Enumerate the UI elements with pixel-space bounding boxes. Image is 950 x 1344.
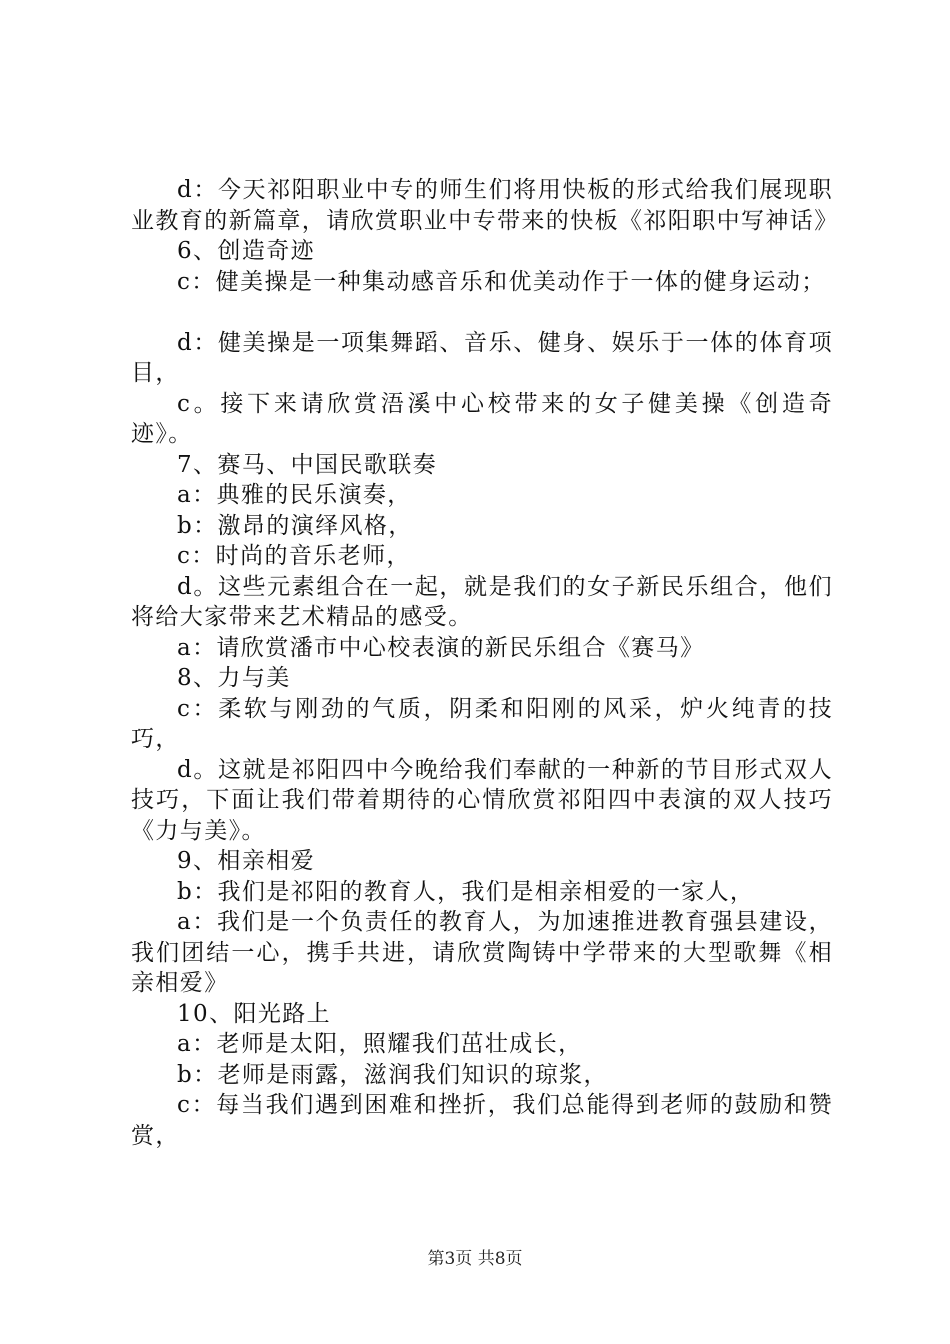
paragraph: d。这些元素组合在一起，就是我们的女子新民乐组合，他们将给大家带来艺术精品的感受。 xyxy=(131,573,833,630)
paragraph: 7、赛马、中国民歌联奏 xyxy=(177,451,438,478)
blank-line xyxy=(131,297,833,328)
paragraph: c。接下来请欣赏浯溪中心校带来的女子健美操《创造奇迹》。 xyxy=(131,390,833,447)
paragraph: 6、创造奇迹 xyxy=(177,238,316,264)
paragraph: a：我们是一个负责任的教育人，为加速推进教育强县建设，我们团结一心，携手共进，请欣赏陶铸中学带来的大型歌舞《相亲相爱》 xyxy=(131,909,833,996)
paragraph: b：老师是雨露，滋润我们知识的琼浆， xyxy=(177,1061,608,1088)
document-body xyxy=(131,175,839,1151)
paragraph: 10、阳光路上 xyxy=(177,1000,332,1027)
paragraph: a：典雅的民乐演奏， xyxy=(177,482,412,508)
paragraph: c：健美操是一种集动感音乐和优美动作于一体的健身运动； xyxy=(177,268,826,295)
paragraph: d。这就是祁阳四中今晚给我们奉献的一种新的节目形式双人技巧，下面让我们带着期待的心情欣赏祁阳四中表演的双人技巧《力与美》。 xyxy=(131,756,833,844)
paragraph: c：时尚的音乐老师， xyxy=(177,543,411,569)
paragraph: a：请欣赏潘市中心校表演的新民乐组合《赛马》 xyxy=(177,634,705,661)
page-footer: 第3页 共8页 xyxy=(427,1249,523,1269)
paragraph: b：我们是祁阳的教育人，我们是相亲相爱的一家人， xyxy=(177,878,755,905)
paragraph: 9、相亲相爱 xyxy=(177,848,316,874)
paragraph: c：每当我们遇到困难和挫折，我们总能得到老师的鼓励和赞赏， xyxy=(131,1092,833,1149)
paragraph: a：老师是太阳，照耀我们茁壮成长， xyxy=(177,1031,583,1057)
paragraph: d：健美操是一项集舞蹈、音乐、健身、娱乐于一体的体育项目， xyxy=(131,329,833,386)
paragraph: c：柔软与刚劲的气质，阴柔和阳刚的风采，炉火纯青的技巧， xyxy=(131,695,833,752)
paragraph: d：今天祁阳职业中专的师生们将用快板的形式给我们展现职业教育的新篇章，请欣赏职业中专带来的快板《祁阳职中写神话》 xyxy=(131,177,839,234)
paragraph: 8、力与美 xyxy=(177,665,291,691)
paragraph: b：激昂的演绎风格， xyxy=(177,512,413,539)
